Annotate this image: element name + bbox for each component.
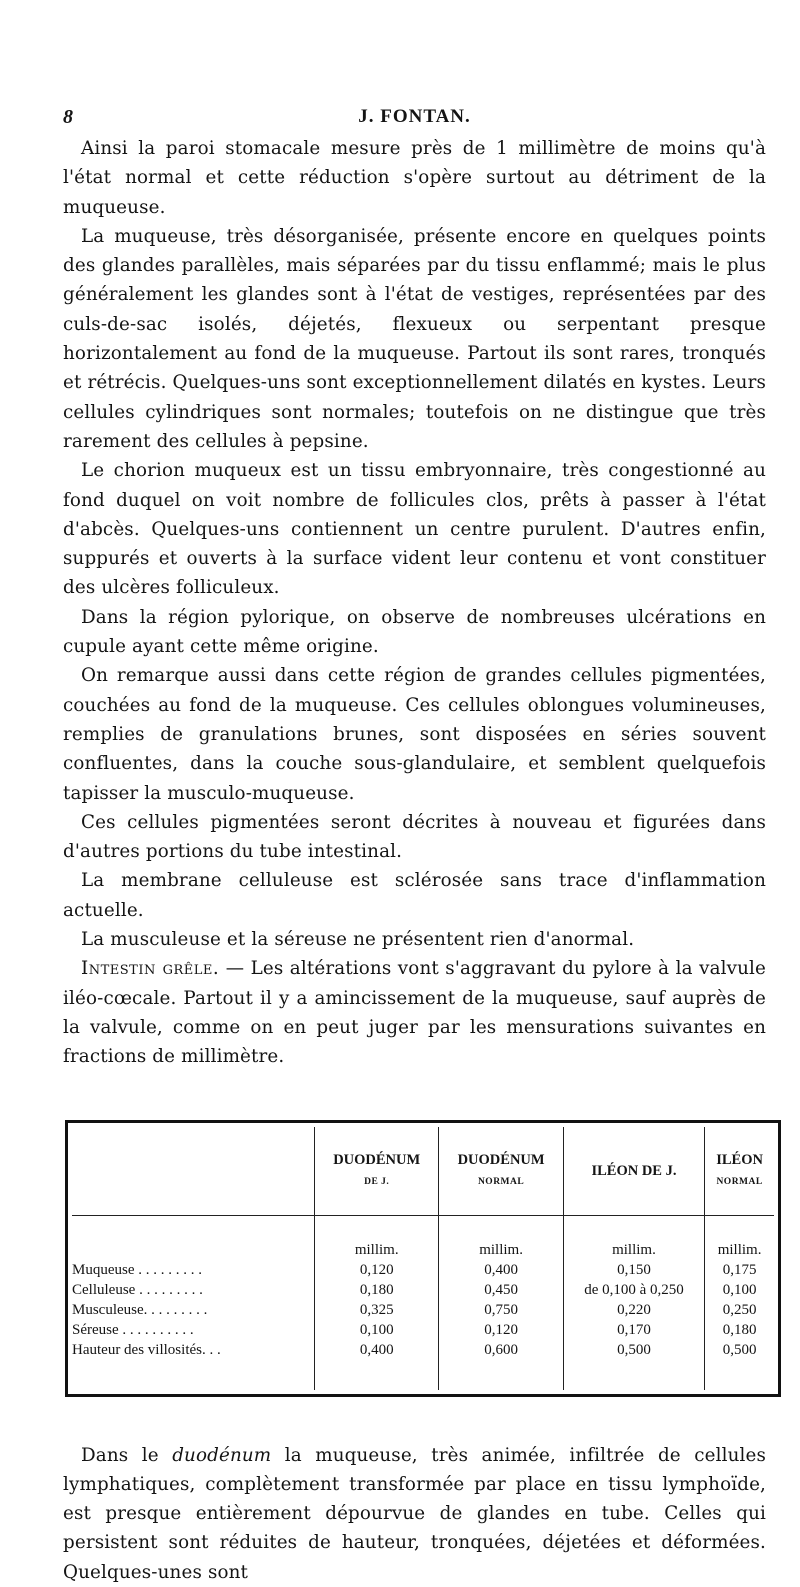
paragraph: La musculeuse et la séreuse ne présentent rien d'anormal. <box>81 929 635 951</box>
table-cell: 0,120 <box>315 1260 439 1280</box>
table-cell: 0,150 <box>563 1260 704 1280</box>
table-cell: 0,325 <box>315 1300 439 1320</box>
table-cell: 0,220 <box>563 1300 704 1320</box>
table-cell: 0,180 <box>705 1320 774 1340</box>
paragraph: On remarque aussi dans cette région de grandes cellules pigmentées, couchées au fond de la muqueuse. Ces cellules oblongues volumineuses, remplies de granulations brunes, sont disposées en séries souvent confluentes, dans la couche sous-glandulaire, et semblent quelquefois tapisser la musculo-muqueuse. <box>63 665 766 804</box>
page-number: 8 <box>63 106 73 128</box>
table-cell: 0,400 <box>315 1340 439 1390</box>
body-text <box>63 134 766 1072</box>
table-cell: 0,175 <box>705 1260 774 1280</box>
paragraph: La muqueuse, très désorganisée, présente encore en quelques points des glandes parallèles, mais séparées par du tissu enflammé; mais le plus généralement les glandes sont à l'état de vestiges, représentées par des culs-de-sac isolés, déjetés, flexueux ou serpentant presque horizontalement au fond de la muqueuse. Partout ils sont rares, tronqués et rétrécis. Quelques-uns sont exceptionnellement dilatés en kystes. Leurs cellules cylindriques sont normales; toutefois on ne distingue que très rarement des cellules à pepsine. <box>63 225 766 452</box>
paragraph: Dans la région pylorique, on observe de nombreuses ulcérations en cupule ayant cette même origine. <box>63 606 766 658</box>
running-head: J. FONTAN. <box>358 106 471 127</box>
table-cell: 0,100 <box>705 1280 774 1300</box>
emphasis: duodénum <box>172 1444 272 1466</box>
paragraph: Dans le duodénum la muqueuse, très animée, infiltrée de cellules lymphatiques, complètement transformée par place en tissu lymphoïde, est presque entièrement dépourvue de glandes en tube. Celles qui persistent sont réduites de hauteur, tronquées, déjetées et déformées. Quelques-unes sont <box>63 1444 766 1583</box>
table-cell: 0,400 <box>439 1260 563 1280</box>
unit-cell: millim. <box>563 1215 704 1260</box>
page <box>63 100 766 1587</box>
table-cell: 0,750 <box>439 1300 563 1320</box>
column-header: DUODÉNUM DE J. <box>315 1127 439 1216</box>
table-cell: 0,450 <box>439 1280 563 1300</box>
row-label: Muqueuse . . . . . . . . . <box>72 1261 202 1278</box>
measurement-table-frame <box>65 1120 781 1397</box>
row-label: Hauteur des villosités. . . <box>72 1341 221 1358</box>
table-cell: 0,500 <box>563 1340 704 1390</box>
table-cell: 0,250 <box>705 1300 774 1320</box>
table-cell: 0,170 <box>563 1320 704 1340</box>
table-row <box>72 1340 774 1390</box>
section-heading: Intestin grêle. <box>81 958 220 980</box>
paragraph: Ces cellules pigmentées seront décrites à nouveau et figurées dans d'autres portions du tube intestinal. <box>63 811 766 863</box>
column-header: DUODÉNUM NORMAL <box>439 1127 563 1216</box>
table-cell: 0,500 <box>705 1340 774 1390</box>
page-header <box>63 100 766 134</box>
row-label: Musculeuse. . . . . . . . . <box>72 1301 208 1318</box>
unit-cell: millim. <box>705 1215 774 1260</box>
table-cell: de 0,100 à 0,250 <box>563 1280 704 1300</box>
closing-text <box>63 1441 766 1587</box>
column-header: ILÉON DE J. <box>563 1127 704 1216</box>
table-corner <box>72 1127 315 1216</box>
table-header-row <box>72 1127 774 1216</box>
table-row <box>72 1300 774 1320</box>
row-label: Celluleuse . . . . . . . . . <box>72 1281 203 1298</box>
table-row <box>72 1260 774 1280</box>
paragraph: La membrane celluleuse est sclérosée sans trace d'inflammation actuelle. <box>63 870 766 921</box>
column-header: ILÉON NORMAL <box>705 1127 774 1216</box>
unit-cell: millim. <box>315 1215 439 1260</box>
intestin-text: — Les altérations vont s'aggravant du pylore à la valvule iléo-cœcale. Partout il y a amincissement de la muqueuse, sauf auprès de la valvule, comme on en peut juger par les mensurations suivantes en fractions de millimètre. <box>63 958 766 1068</box>
table-row <box>72 1320 774 1340</box>
row-label: Séreuse . . . . . . . . . . <box>72 1321 194 1338</box>
table-row <box>72 1280 774 1300</box>
measurement-table <box>72 1127 774 1390</box>
units-row <box>72 1215 774 1260</box>
table-cell: 0,180 <box>315 1280 439 1300</box>
table-cell: 0,600 <box>439 1340 563 1390</box>
paragraph: Ainsi la paroi stomacale mesure près de 1 millimètre de moins qu'à l'état normal et cette réduction s'opère surtout au détriment de la muqueuse. <box>63 138 766 218</box>
table-cell: 0,100 <box>315 1320 439 1340</box>
paragraph: Le chorion muqueux est un tissu embryonnaire, très congestionné au fond duquel on voit nombre de follicules clos, prêts à passer à l'état d'abcès. Quelques-uns contiennent un centre purulent. D'autres enfin, suppurés et ouverts à la surface vident leur contenu et vont constituer des ulcères folliculeux. <box>63 460 766 599</box>
intestin-paragraph <box>63 954 766 1071</box>
table-cell: 0,120 <box>439 1320 563 1340</box>
unit-cell: millim. <box>439 1215 563 1260</box>
